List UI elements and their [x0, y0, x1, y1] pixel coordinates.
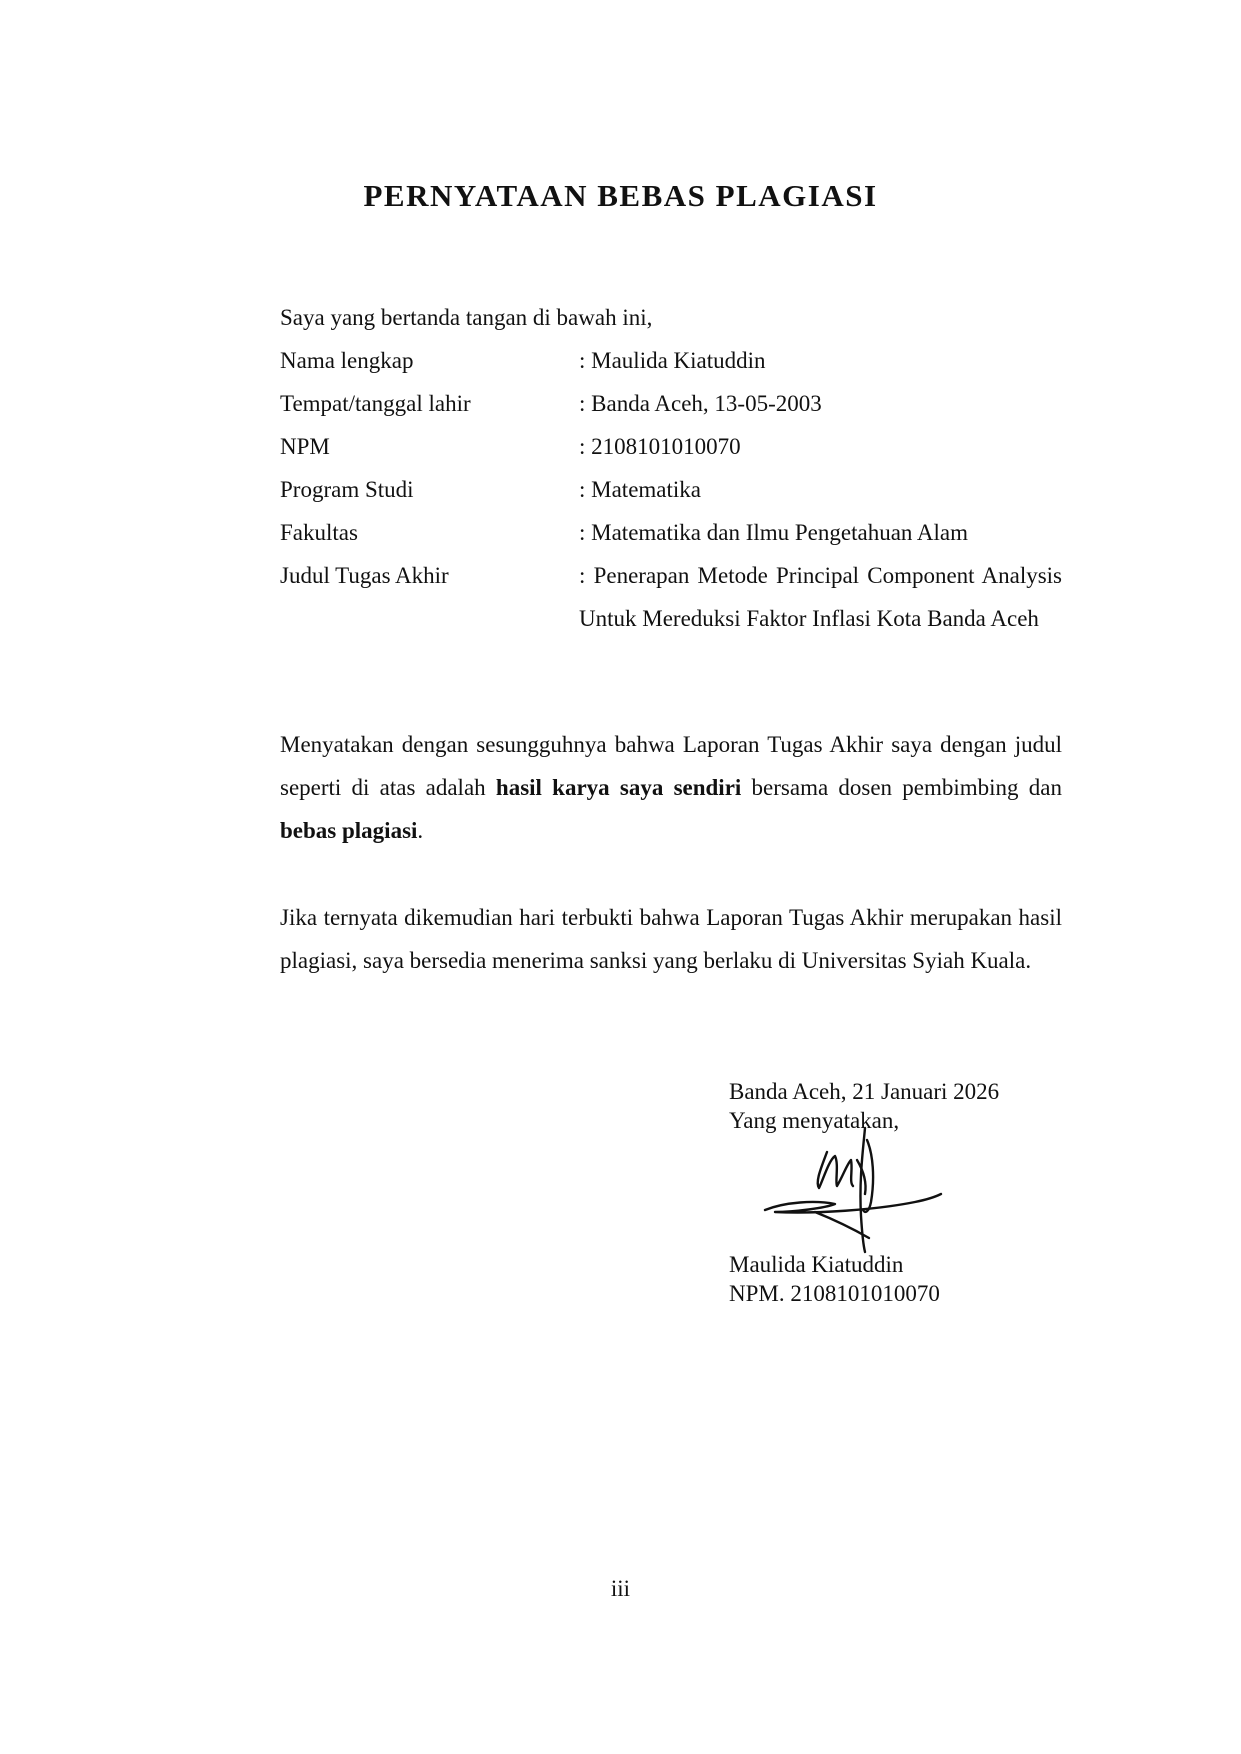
- info-value: : Matematika dan Ilmu Pengetahuan Alam: [579, 520, 968, 545]
- info-row-fakultas: [280, 511, 1062, 554]
- info-row-prodi: [280, 468, 1062, 511]
- intro-text: Saya yang bertanda tangan di bawah ini,: [280, 305, 653, 330]
- place-date: Banda Aceh, 21 Januari 2026: [729, 1079, 1000, 1104]
- info-label: Fakultas: [280, 520, 358, 545]
- info-label: Nama lengkap: [280, 348, 414, 373]
- info-label: Judul Tugas Akhir: [280, 563, 449, 588]
- info-label: Tempat/tanggal lahir: [280, 391, 471, 416]
- info-value: : Banda Aceh, 13-05-2003: [579, 391, 822, 416]
- info-value: : Maulida Kiatuddin: [579, 348, 766, 373]
- signer-name: Maulida Kiatuddin: [729, 1252, 904, 1277]
- signature-image: [755, 1120, 955, 1260]
- info-value: : Penerapan Metode Principal Component Analysis Untuk Mereduksi Faktor Inflasi Kota Banda Aceh: [579, 563, 1062, 631]
- statement-text: bersama dosen pembimbing dan: [741, 775, 1062, 800]
- signer-npm: NPM. 2108101010070: [729, 1281, 940, 1306]
- consequence-paragraph: Jika ternyata dikemudian hari terbukti bahwa Laporan Tugas Akhir merupakan hasil plagiasi, saya bersedia menerima sanksi yang berlaku di Universitas Syiah Kuala.: [280, 905, 1062, 973]
- page-number: iii: [610, 1576, 631, 1601]
- statement-text: Menyatakan dengan sesungguhnya bahwa Laporan Tugas Akhir saya dengan judul seperti di atas adalah: [280, 732, 1062, 800]
- statement-bold-text: hasil karya saya sendiri: [495, 775, 742, 800]
- closing-text: Yang menyatakan,: [729, 1108, 900, 1133]
- info-value: : 2108101010070: [579, 434, 741, 459]
- info-row-judul: [280, 554, 1062, 640]
- statement-text: .: [417, 818, 424, 843]
- info-row-ttl: [280, 382, 1062, 425]
- page-title: PERNYATAAN BEBAS PLAGIASI: [363, 178, 878, 213]
- info-label: Program Studi: [280, 477, 414, 502]
- statement-paragraph: [280, 723, 1062, 852]
- signer-block: [729, 1250, 1069, 1308]
- info-value: : Matematika: [579, 477, 701, 502]
- info-row-npm: [280, 425, 1062, 468]
- info-row-nama: [280, 339, 1062, 382]
- statement-bold-text: bebas plagiasi: [280, 818, 418, 843]
- info-label: NPM: [280, 434, 330, 459]
- identity-section: [280, 296, 1062, 640]
